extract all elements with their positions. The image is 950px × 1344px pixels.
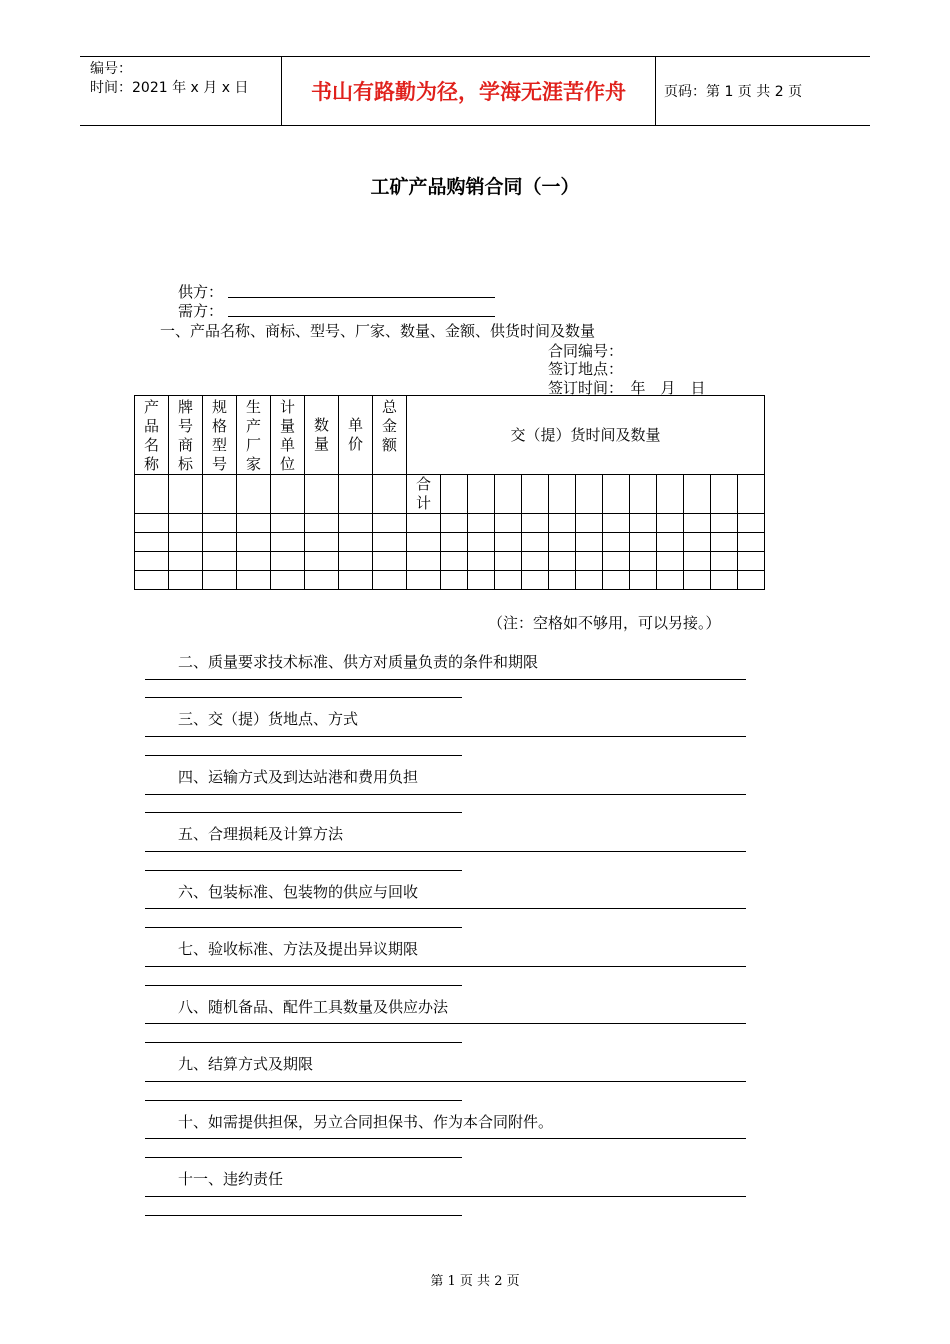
- table-row: [135, 552, 765, 571]
- section-heading: 五、合理损耗及计算方法: [178, 825, 344, 843]
- fill-line: [145, 1196, 746, 1197]
- page-footer: 第 1 页 共 2 页: [430, 1274, 520, 1289]
- fill-line: [145, 1042, 462, 1043]
- table-note: （注：空格如不够用，可以另接。）: [488, 614, 721, 632]
- fill-line: [145, 794, 746, 795]
- header-cell: 规格型号: [203, 396, 237, 475]
- delivery-header-cell: 交（提）货时间及数量: [407, 396, 765, 475]
- section-heading: 二、质量要求技术标准、供方对质量负责的条件和期限: [178, 653, 539, 671]
- fill-line: [145, 985, 462, 986]
- fill-line: [145, 927, 462, 928]
- section-heading: 七、验收标准、方法及提出异议期限: [178, 940, 419, 958]
- header-cell: 总金额: [373, 396, 407, 475]
- product-table: [134, 395, 765, 590]
- table-row: [135, 514, 765, 533]
- sign-time-label: 签订时间： 年 月 日: [548, 379, 706, 397]
- header-cell: 单价: [339, 396, 373, 475]
- total-cell: 合计: [407, 475, 441, 514]
- section-heading: 八、随机备品、配件工具数量及供应办法: [178, 998, 449, 1016]
- fill-line: [145, 870, 462, 871]
- supplier-line: [228, 297, 495, 298]
- fill-line: [145, 1138, 746, 1139]
- time-label: 时间：2021 年 x 月 x 日: [90, 80, 249, 96]
- buyer-line: [228, 316, 495, 317]
- section-heading: 十一、违约责任: [178, 1170, 284, 1188]
- contract-number-label: 合同编号：: [548, 342, 624, 360]
- fill-line: [145, 1023, 746, 1024]
- number-label: 编号：: [90, 61, 132, 77]
- fill-line: [145, 1215, 462, 1216]
- table-row: [135, 533, 765, 552]
- header-cell: 产品名称: [135, 396, 169, 475]
- fill-line: [145, 812, 462, 813]
- section-heading: 十、如需提供担保，另立合同担保书、作为本合同附件。: [178, 1113, 554, 1131]
- header-page-label: 页码：第 1 页 共 2 页: [664, 84, 803, 100]
- fill-line: [145, 1157, 462, 1158]
- header-motto: 书山有路勤为径，学海无涯苦作舟: [281, 57, 656, 125]
- header-cell: 数量: [305, 396, 339, 475]
- fill-line: [145, 679, 746, 680]
- fill-line: [145, 1081, 746, 1082]
- fill-line: [145, 966, 746, 967]
- section-heading: 四、运输方式及到达站港和费用负担: [178, 768, 419, 786]
- document-title: 工矿产品购销合同（一）: [370, 176, 580, 198]
- header-cell: 牌号商标: [169, 396, 203, 475]
- document-header: [80, 56, 870, 126]
- fill-line: [145, 1100, 462, 1101]
- table-header-row: [135, 396, 765, 475]
- table-row: [135, 571, 765, 590]
- section-heading: 九、结算方式及期限: [178, 1055, 314, 1073]
- table-row: [135, 475, 765, 514]
- header-cell: 计量单位: [271, 396, 305, 475]
- header-cell: 生产厂家: [237, 396, 271, 475]
- buyer-label: 需方：: [178, 302, 224, 320]
- section-1-heading: 一、产品名称、商标、型号、厂家、数量、金额、供货时间及数量: [160, 322, 596, 340]
- header-meta: [80, 57, 290, 128]
- fill-line: [145, 697, 462, 698]
- sign-place-label: 签订地点：: [548, 360, 624, 378]
- section-heading: 六、包装标准、包装物的供应与回收: [178, 883, 419, 901]
- supplier-label: 供方：: [178, 283, 224, 301]
- fill-line: [145, 908, 746, 909]
- fill-line: [145, 736, 746, 737]
- section-heading: 三、交（提）货地点、方式: [178, 710, 359, 728]
- fill-line: [145, 755, 462, 756]
- fill-line: [145, 851, 746, 852]
